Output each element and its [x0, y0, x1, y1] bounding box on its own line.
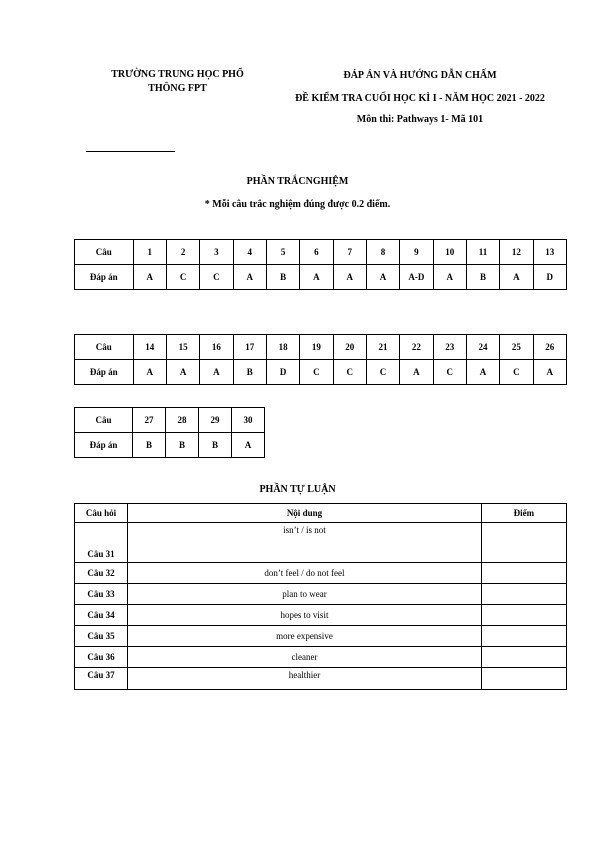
- question-number: 9: [400, 240, 433, 265]
- score-cell: [481, 563, 566, 584]
- answer-cell: B: [266, 265, 299, 290]
- table-row: [75, 563, 567, 584]
- mc-note: * Mỗi câu trắc nghiệm đúng được 0.2 điểm.: [204, 199, 391, 210]
- question-cell: Câu 34: [75, 605, 128, 626]
- question-number: 6: [300, 240, 333, 265]
- essay-heading: PHẦN TỰ LUẬN: [259, 484, 336, 495]
- table-row: [75, 584, 567, 605]
- question-number: 25: [500, 335, 533, 360]
- answer-cell: A: [200, 360, 233, 385]
- answer-cell: A: [232, 433, 265, 458]
- answer-table-2: [74, 334, 567, 385]
- answer-cell: A: [466, 360, 499, 385]
- score-cell: [481, 584, 566, 605]
- answer-cell: A: [366, 265, 399, 290]
- table-row: [75, 408, 265, 433]
- answer-cell: B: [233, 360, 266, 385]
- question-cell: Câu 37: [75, 668, 128, 690]
- answer-cell: C: [300, 360, 333, 385]
- question-number: 2: [166, 240, 199, 265]
- answer-cell: A: [433, 265, 466, 290]
- question-number: 8: [366, 240, 399, 265]
- answer-cell: D: [266, 360, 299, 385]
- table-row: [75, 647, 567, 668]
- question-number: 13: [533, 240, 566, 265]
- answer-cell: C: [433, 360, 466, 385]
- content-cell: don’t feel / do not feel: [128, 563, 482, 584]
- question-cell: Câu 31: [75, 523, 128, 563]
- table-row: [75, 335, 567, 360]
- question-label: Câu: [75, 335, 134, 360]
- question-number: 20: [333, 335, 366, 360]
- answer-cell: A: [533, 360, 566, 385]
- mc-heading: PHẦN TRẮCNGHIỆM: [246, 176, 349, 187]
- question-number: 15: [166, 335, 199, 360]
- question-cell: Câu 35: [75, 626, 128, 647]
- score-cell: [481, 668, 566, 690]
- question-number: 1: [133, 240, 166, 265]
- question-number: 11: [466, 240, 499, 265]
- question-number: 5: [266, 240, 299, 265]
- question-number: 12: [500, 240, 533, 265]
- answer-cell: B: [166, 433, 199, 458]
- doc-title: ĐÁP ÁN VÀ HƯỚNG DẪN CHẤM: [343, 70, 497, 81]
- essay-table: [74, 503, 567, 690]
- question-number: 27: [133, 408, 166, 433]
- question-number: 29: [199, 408, 232, 433]
- answer-cell: A: [233, 265, 266, 290]
- question-number: 23: [433, 335, 466, 360]
- content-cell: hopes to visit: [128, 605, 482, 626]
- question-number: 7: [333, 240, 366, 265]
- col-header-score: Điểm: [481, 504, 566, 523]
- answer-label: Đáp án: [75, 265, 134, 290]
- answer-cell: B: [199, 433, 232, 458]
- table-row: [75, 240, 567, 265]
- answer-cell: B: [466, 265, 499, 290]
- answer-table-1: [74, 239, 567, 290]
- subject-line: Môn thi: Pathways 1- Mã 101: [356, 114, 484, 125]
- answer-table-3: [74, 407, 265, 458]
- answer-cell: A-D: [400, 265, 433, 290]
- table-row: [75, 433, 265, 458]
- answer-cell: A: [133, 265, 166, 290]
- question-cell: Câu 33: [75, 584, 128, 605]
- content-cell: isn’t / is not: [128, 523, 482, 563]
- question-number: 28: [166, 408, 199, 433]
- answer-cell: A: [400, 360, 433, 385]
- table-row: [75, 523, 567, 563]
- answer-cell: A: [133, 360, 166, 385]
- table-row: [75, 360, 567, 385]
- question-number: 4: [233, 240, 266, 265]
- question-number: 3: [200, 240, 233, 265]
- table-row: [75, 668, 567, 690]
- question-number: 21: [366, 335, 399, 360]
- answer-cell: A: [500, 265, 533, 290]
- table-row: [75, 626, 567, 647]
- table-header-row: [75, 504, 567, 523]
- answer-cell: C: [500, 360, 533, 385]
- question-number: 18: [266, 335, 299, 360]
- answer-cell: A: [166, 360, 199, 385]
- question-cell: Câu 36: [75, 647, 128, 668]
- answer-cell: C: [333, 360, 366, 385]
- score-cell: [481, 605, 566, 626]
- question-number: 10: [433, 240, 466, 265]
- question-label: Câu: [75, 240, 134, 265]
- content-cell: plan to wear: [128, 584, 482, 605]
- answer-cell: B: [133, 433, 166, 458]
- content-cell: more expensive: [128, 626, 482, 647]
- score-cell: [481, 647, 566, 668]
- content-cell: healthier: [128, 668, 482, 690]
- question-cell: Câu 32: [75, 563, 128, 584]
- question-number: 14: [133, 335, 166, 360]
- exam-title: ĐỀ KIỂM TRA CUỐI HỌC KÌ I - NĂM HỌC 2021 - 2022: [295, 93, 545, 104]
- answer-label: Đáp án: [75, 360, 134, 385]
- answer-cell: A: [300, 265, 333, 290]
- score-cell: [481, 626, 566, 647]
- answer-cell: C: [200, 265, 233, 290]
- answer-cell: D: [533, 265, 566, 290]
- question-number: 19: [300, 335, 333, 360]
- table-row: [75, 605, 567, 626]
- question-number: 17: [233, 335, 266, 360]
- question-number: 16: [200, 335, 233, 360]
- question-number: 30: [232, 408, 265, 433]
- answer-label: Đáp án: [75, 433, 133, 458]
- col-header-content: Nội dung: [128, 504, 482, 523]
- question-number: 26: [533, 335, 566, 360]
- divider: [86, 151, 175, 152]
- answer-cell: A: [333, 265, 366, 290]
- question-number: 24: [466, 335, 499, 360]
- question-number: 22: [400, 335, 433, 360]
- table-row: [75, 265, 567, 290]
- question-label: Câu: [75, 408, 133, 433]
- school-name: TRƯỜNG TRUNG HỌC PHỔ THÔNG FPT: [111, 69, 244, 94]
- score-cell: [481, 523, 566, 563]
- answer-cell: C: [166, 265, 199, 290]
- answer-cell: C: [366, 360, 399, 385]
- col-header-question: Câu hỏi: [75, 504, 128, 523]
- content-cell: cleaner: [128, 647, 482, 668]
